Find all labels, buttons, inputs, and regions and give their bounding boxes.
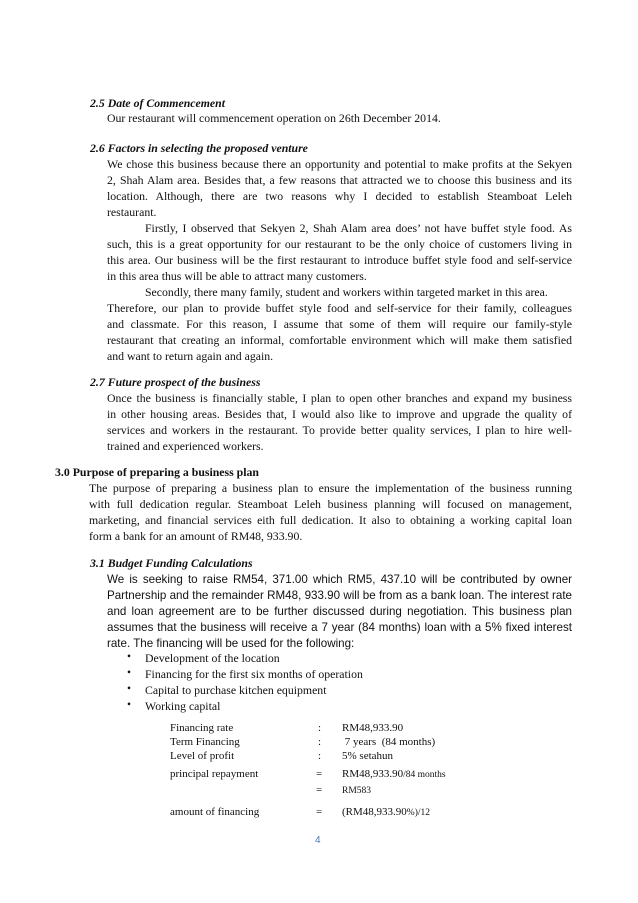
section-2-6-line: We chose this business because there an opportunity and potential to make profits at the Sekyen — [107, 157, 572, 171]
section-2-6-line: location. Although, there are two reasons why I decided to establish Steamboat Leleh — [107, 189, 572, 203]
section-3-1-heading: 3.1 Budget Funding Calculations — [90, 556, 253, 570]
bullet-item: Development of the location — [145, 651, 280, 665]
section-2-6-heading: 2.6 Factors in selecting the proposed venture — [90, 141, 308, 155]
finance-label: Level of profit — [170, 750, 235, 762]
finance-value-small: /84 months — [403, 770, 446, 780]
section-2-6-line: this area. Our business will be the first restaurant to introduce buffet style food and self-service — [107, 253, 572, 267]
section-2-7-line: trained and experienced workers. — [107, 439, 264, 453]
finance-value: RM48,933.90 — [342, 722, 404, 734]
finance-label: Term Financing — [170, 736, 240, 748]
section-2-7-line: Once the business is financially stable, I plan to open other branches and expand my business — [107, 391, 572, 405]
section-2-6-line: and want to return again and again. — [107, 349, 274, 363]
section-2-7-line: services and workers in the restaurant. To provide better quality services, I plan to hire well- — [107, 423, 572, 437]
section-2-6-line: in this area thus will be able to attract many customers. — [107, 269, 367, 283]
bullet-dot: • — [127, 651, 132, 663]
finance-value — [342, 767, 446, 782]
bullet-dot: • — [127, 683, 132, 695]
section-3-1-line: rate. The financing will be used for the following: — [107, 637, 355, 650]
finance-sep: : — [318, 722, 322, 734]
finance-value-small: %)/12 — [406, 808, 430, 818]
bullet-dot: • — [127, 667, 132, 679]
section-3-0-line: The purpose of preparing a business plan to ensure the implementation of the business running — [89, 481, 572, 495]
section-2-7-line: in other housing areas. Besides that, I would also like to improve and upgrade the quality of — [107, 407, 572, 421]
section-2-6-line: restaurant that creating an informal, comfortable environment which will make them satisfied — [107, 333, 572, 347]
section-2-6-line: such, this is a great opportunity for our restaurant to be the only choice of customers living in — [107, 237, 572, 251]
section-2-6-line: Therefore, our plan to provide buffet style food and self-service for their family, colleagues — [107, 301, 572, 315]
finance-value-main: RM48,933.90 — [342, 768, 404, 780]
finance-value — [342, 805, 430, 820]
bullet-item: Financing for the first six months of operation — [145, 667, 363, 681]
section-2-6-line: 2, Shah Alam area. Besides that, a few reasons that attracted we to choose this business and its — [107, 173, 572, 187]
section-3-0-line: marketing, and financial services eith full dedication. It also to obtaining a working capital loan — [89, 513, 572, 527]
section-2-5-heading: 2.5 Date of Commencement — [90, 96, 225, 110]
section-2-6-line: Firstly, I observed that Sekyen 2, Shah Alam area does’ not have buffet style food. As — [145, 221, 572, 235]
finance-value — [342, 783, 371, 798]
section-2-6-line: Secondly, there many family, student and workers within targeted market in this area. — [145, 285, 548, 299]
finance-sep: : — [318, 736, 322, 748]
finance-value: 7 years (84 months) — [342, 736, 436, 748]
finance-sep: : — [318, 750, 322, 762]
finance-sep: = — [316, 768, 323, 780]
section-3-1-line: We is seeking to raise RM54, 371.00 which RM5, 437.10 will be contributed by owner — [107, 573, 572, 586]
section-2-6-line: and classmate. For this reason, I assume that some of them will require our family-style — [107, 317, 572, 331]
section-2-7-heading: 2.7 Future prospect of the business — [90, 375, 261, 389]
finance-sep: = — [316, 806, 323, 818]
finance-value-small: RM583 — [342, 786, 372, 796]
section-2-5-body: Our restaurant will commencement operation on 26th December 2014. — [107, 111, 441, 125]
section-3-0-heading: 3.0 Purpose of preparing a business plan — [55, 465, 259, 479]
finance-value: 5% setahun — [342, 750, 394, 762]
finance-label: amount of financing — [170, 806, 260, 818]
section-3-1-line: Partnership and the remainder RM48, 933.90 will be from as a bank loan. The interest rate — [107, 589, 572, 602]
section-3-0-line: form a bank for an amount of RM48, 933.90. — [89, 529, 303, 543]
section-2-6-line: restaurant. — [107, 205, 157, 219]
finance-sep: = — [316, 784, 323, 796]
bullet-item: Working capital — [145, 699, 221, 713]
finance-label: principal repayment — [170, 768, 259, 780]
finance-label: Financing rate — [170, 722, 234, 734]
bullet-item: Capital to purchase kitchen equipment — [145, 683, 327, 697]
section-3-1-line: and loan agreement are to be further discussed during negotiation. This business plan — [107, 605, 572, 618]
page-number: 4 — [315, 835, 321, 846]
section-3-0-line: with full dedication regular. Steamboat Leleh business planning will focused on management, — [89, 497, 572, 511]
section-3-1-line: assumes that the business will receive a 7 year (84 months) loan with a 5% fixed interest — [107, 621, 572, 634]
bullet-dot: • — [127, 699, 132, 711]
finance-value-main: (RM48,933.90 — [342, 806, 407, 818]
